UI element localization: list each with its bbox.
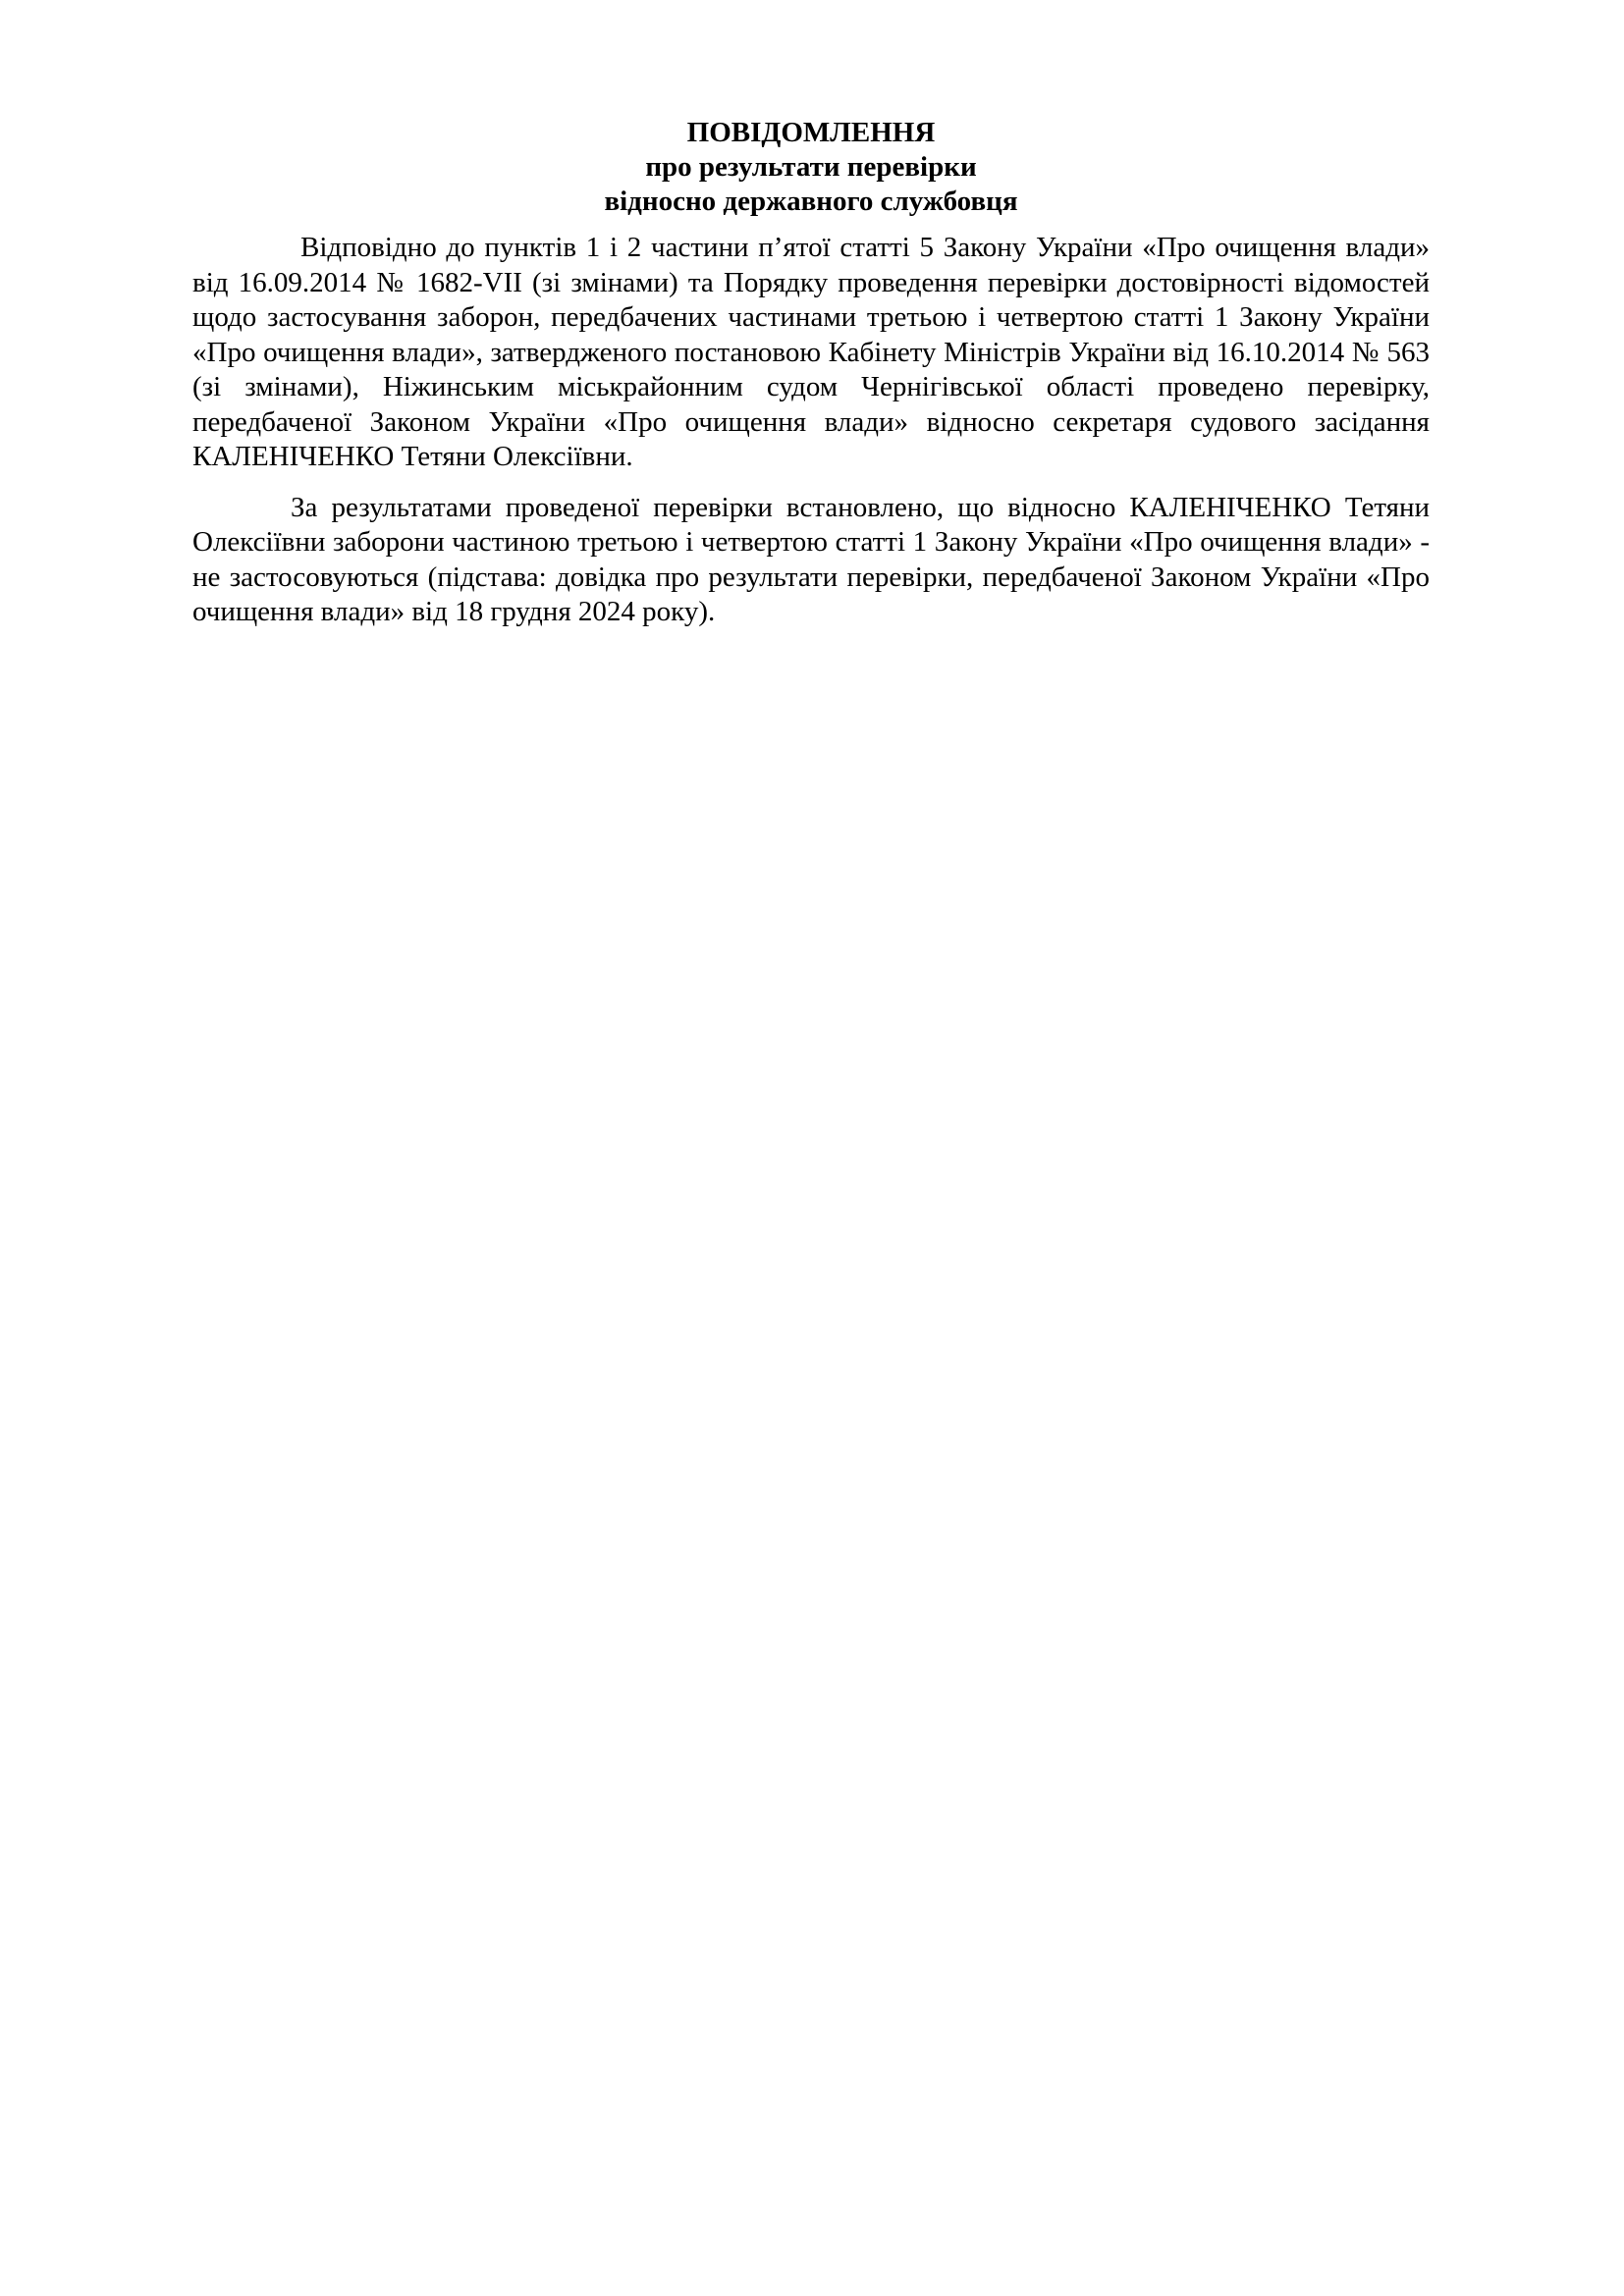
document-subtitle-line-2: відносно державного службовця	[604, 186, 1018, 217]
paragraph-results: За результатами проведеної перевірки встановлено, що відносно КАЛЕНІЧЕНКО Тетяни Олексіївни заборони частиною третьою і четвертою статті 1 Закону України «Про очищення влади» - не застосовуються (підстава: довідка про результати перевірки, передбаченої Законом України «Про очищення влади» від 18 грудня 2024 року).	[192, 491, 1430, 627]
document-subtitle-line-1: про результати перевірки	[645, 151, 977, 183]
document-title: ПОВІДОМЛЕННЯ	[686, 117, 936, 148]
document-body	[192, 116, 1430, 630]
paragraph-legal-basis: Відповідно до пунктів 1 і 2 частини п’ятої статті 5 Закону України «Про очищення влади» від 16.09.2014 № 1682-VII (зі змінами) та Порядку проведення перевірки достовірності відомостей щодо застосування заборон, передбачених частинами третьою і четвертою статті 1 Закону України «Про очищення влади», затвердженого постановою Кабінету Міністрів України від 16.10.2014 № 563 (зі змінами), Ніжинським міськрайонним судом Чернігівської області проведено перевірку, передбаченої Законом України «Про очищення влади» відносно секретаря судового засідання КАЛЕНІЧЕНКО Тетяни Олексіївни.	[192, 232, 1430, 472]
document-heading	[192, 116, 1430, 219]
